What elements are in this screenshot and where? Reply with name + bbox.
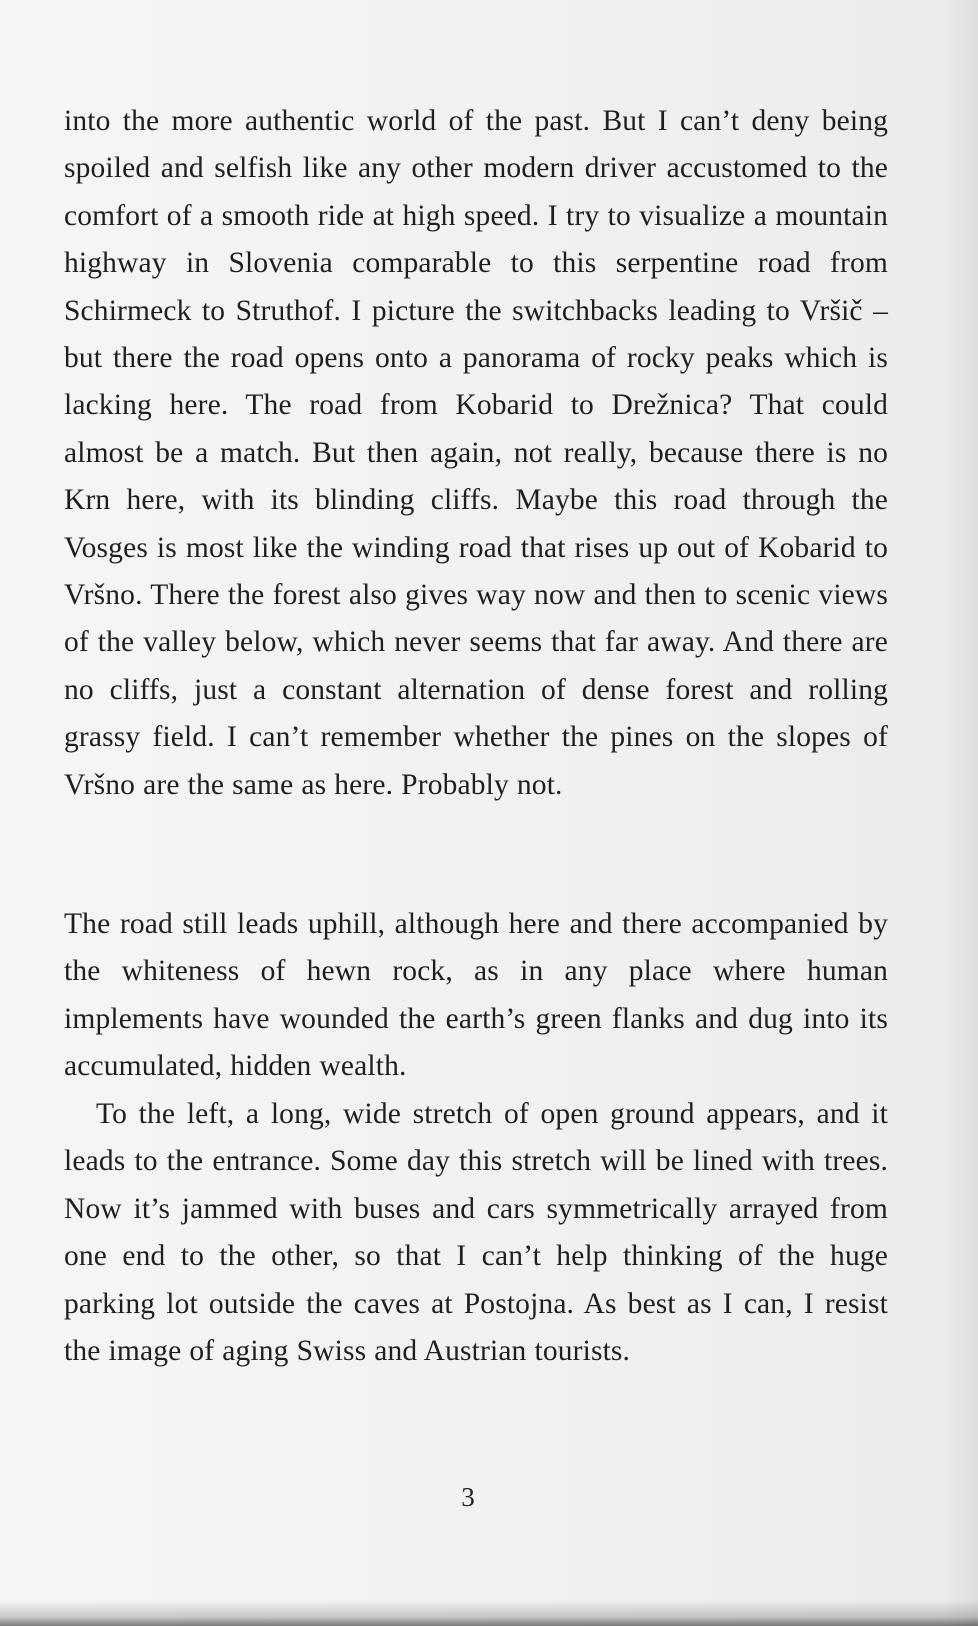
paragraph-continuation bbox=[64, 98, 888, 809]
paragraph-text: To the left, a long, wide stretch of open ground appears, and it leads to the entrance. Some day this stretch will be lined with trees. Now it’s jammed with buses and cars symmetrically arrayed from one end to the other, so that I can’t help thinking of the huge parking lot outside the caves at Postojna. As best as I can, I resist the image of aging Swiss and Austrian tourists. bbox=[64, 1098, 888, 1368]
paragraph-road-uphill bbox=[64, 901, 888, 1091]
page-edge-shadow bbox=[942, 0, 978, 1626]
bottom-edge-shadow bbox=[0, 1600, 978, 1626]
paragraph-open-ground bbox=[64, 1091, 888, 1375]
paragraph-text: into the more authentic world of the past. But I can’t deny being spoiled and selfish like any other modern driver accustomed to the comfort of a smooth ride at high speed. I try to visualize a mountain highway in Slovenia comparable to this serpentine road from Schirmeck to Struthof. I picture the switchbacks leading to Vršič – but there the road opens onto a panorama of rocky peaks which is lacking here. The road from Kobarid to Drežnica? That could almost be a match. But then again, not really, because there is no Krn here, with its blinding cliffs. Maybe this road through the Vosges is most like the winding road that rises up out of Kobarid to Vršno. There the forest also gives way now and then to scenic views of the valley below, which never seems that far away. And there are no cliffs, just a constant alternation of dense forest and rolling grassy field. I can’t remember whether the pines on the slopes of Vršno are the same as here. Probably not. bbox=[64, 105, 888, 801]
page-number: 3 bbox=[461, 1482, 475, 1512]
paragraph-text: The road still leads uphill, although here and there accompanied by the whiteness of hewn rock, as in any place where human implements have wounded the earth’s green flanks and dug into its accumulated, hidden wealth. bbox=[64, 908, 888, 1083]
